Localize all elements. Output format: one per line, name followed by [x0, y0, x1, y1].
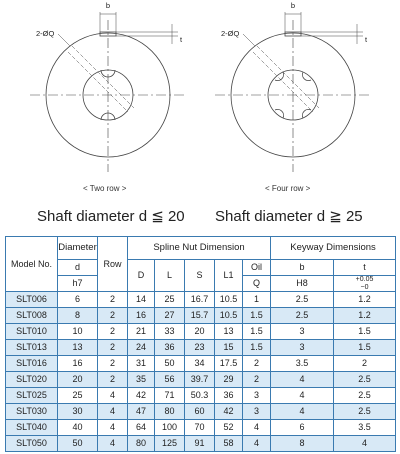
table-row — [6, 420, 396, 436]
table-cell: 31 — [128, 356, 155, 372]
table-cell: 60 — [185, 404, 215, 420]
table-cell: 50.3 — [185, 388, 215, 404]
table-cell: 2 — [243, 356, 271, 372]
header-diameter: Diameter — [58, 237, 98, 260]
table-cell: 20 — [185, 324, 215, 340]
table-row — [6, 372, 396, 388]
model-cell: SLT008 — [6, 308, 58, 324]
table-row — [6, 340, 396, 356]
table-cell: 24 — [128, 340, 155, 356]
left-label-q: 2-ØQ — [36, 29, 55, 38]
header-S: S — [185, 260, 215, 292]
table-cell: 33 — [155, 324, 185, 340]
header-L: L — [155, 260, 185, 292]
cross-section-drawings — [0, 0, 400, 200]
table-cell: 39.7 — [185, 372, 215, 388]
table-cell: 4 — [271, 372, 334, 388]
table-cell: 2 — [98, 356, 128, 372]
right-shaft-heading: Shaft diameter d ≧ 25 — [215, 208, 363, 225]
table-cell: 4 — [98, 436, 128, 452]
table-cell: 71 — [155, 388, 185, 404]
table-cell: 2 — [98, 372, 128, 388]
table-cell: 4 — [98, 404, 128, 420]
table-cell: 2 — [98, 340, 128, 356]
right-label-q: 2-ØQ — [221, 29, 240, 38]
table-cell: 15.7 — [185, 308, 215, 324]
table-row — [6, 308, 396, 324]
left-label-t: t — [180, 35, 183, 44]
model-cell: SLT050 — [6, 436, 58, 452]
header-b: b — [271, 260, 334, 276]
table-cell: 2 — [98, 308, 128, 324]
table-body — [6, 292, 396, 452]
header-t: t — [334, 260, 396, 276]
table-cell: 2 — [98, 324, 128, 340]
table-cell: 47 — [128, 404, 155, 420]
model-cell: SLT040 — [6, 420, 58, 436]
four-row-caption: < Four row > — [265, 184, 311, 193]
table-cell: 10 — [58, 324, 98, 340]
table-cell: 15 — [215, 340, 243, 356]
table-cell: 2.5 — [271, 308, 334, 324]
table-cell: 17.5 — [215, 356, 243, 372]
header-model-no: Model No. — [6, 237, 58, 292]
table-cell: 2.5 — [271, 292, 334, 308]
table-cell: 3.5 — [271, 356, 334, 372]
table-cell: 4 — [243, 436, 271, 452]
table-cell: 16.7 — [185, 292, 215, 308]
table-cell: 29 — [215, 372, 243, 388]
table-cell: 4 — [271, 404, 334, 420]
table-cell: 4 — [98, 420, 128, 436]
table-cell: 2.5 — [334, 404, 396, 420]
model-cell: SLT013 — [6, 340, 58, 356]
table-cell: 50 — [58, 436, 98, 452]
table-row — [6, 388, 396, 404]
table-cell: 2.5 — [334, 388, 396, 404]
table-cell: 36 — [215, 388, 243, 404]
left-shaft-heading: Shaft diameter d ≦ 20 — [37, 208, 185, 225]
model-cell: SLT010 — [6, 324, 58, 340]
table-cell: 70 — [185, 420, 215, 436]
model-cell: SLT020 — [6, 372, 58, 388]
header-oil: Oil — [243, 260, 271, 276]
model-cell: SLT025 — [6, 388, 58, 404]
table-cell: 10.5 — [215, 308, 243, 324]
table-cell: 4 — [334, 436, 396, 452]
table-cell: 100 — [155, 420, 185, 436]
table-cell: 3 — [271, 340, 334, 356]
table-cell: 34 — [185, 356, 215, 372]
table-row — [6, 436, 396, 452]
header-Q: Q — [243, 276, 271, 292]
table-cell: 25 — [58, 388, 98, 404]
table-cell: 13 — [215, 324, 243, 340]
table-cell: 16 — [58, 356, 98, 372]
table-cell: 3 — [271, 324, 334, 340]
table-cell: 16 — [128, 308, 155, 324]
table-cell: 80 — [128, 436, 155, 452]
table-cell: 2 — [243, 372, 271, 388]
header-d: d — [58, 260, 98, 276]
header-h7: h7 — [58, 276, 98, 292]
table-cell: 6 — [58, 292, 98, 308]
table-cell: 1 — [243, 292, 271, 308]
header-spline-nut: Spline Nut Dimension — [128, 237, 271, 260]
two-row-caption: < Two row > — [83, 184, 127, 193]
table-cell: 4 — [243, 420, 271, 436]
spline-spec-table — [5, 236, 396, 452]
table-cell: 8 — [271, 436, 334, 452]
header-t-tolerance: +0.05 −0 — [334, 276, 396, 292]
table-cell: 58 — [215, 436, 243, 452]
table-row — [6, 404, 396, 420]
table-cell: 2 — [334, 356, 396, 372]
model-cell: SLT016 — [6, 356, 58, 372]
table-cell: 13 — [58, 340, 98, 356]
header-row: Row — [98, 237, 128, 292]
table-cell: 91 — [185, 436, 215, 452]
table-cell: 1.5 — [334, 324, 396, 340]
table-cell: 30 — [58, 404, 98, 420]
table-cell: 1.2 — [334, 292, 396, 308]
table-row — [6, 292, 396, 308]
table-cell: 4 — [271, 388, 334, 404]
table-cell: 27 — [155, 308, 185, 324]
table-cell: 56 — [155, 372, 185, 388]
table-cell: 2.5 — [334, 372, 396, 388]
table-cell: 42 — [215, 404, 243, 420]
table-cell: 1.5 — [243, 340, 271, 356]
table-cell: 6 — [271, 420, 334, 436]
table-cell: 1.5 — [243, 308, 271, 324]
table-cell: 10.5 — [215, 292, 243, 308]
header-H8: H8 — [271, 276, 334, 292]
table-cell: 52 — [215, 420, 243, 436]
table-cell: 80 — [155, 404, 185, 420]
table-cell: 3 — [243, 388, 271, 404]
table-cell: 2 — [98, 292, 128, 308]
table-cell: 50 — [155, 356, 185, 372]
table-cell: 40 — [58, 420, 98, 436]
right-label-t: t — [365, 35, 368, 44]
table-cell: 20 — [58, 372, 98, 388]
table-cell: 21 — [128, 324, 155, 340]
header-keyway: Keyway Dimensions — [271, 237, 396, 260]
table-cell: 4 — [98, 388, 128, 404]
table-cell: 35 — [128, 372, 155, 388]
right-label-b: b — [290, 1, 296, 10]
header-L1: L1 — [215, 260, 243, 292]
model-cell: SLT030 — [6, 404, 58, 420]
table-cell: 64 — [128, 420, 155, 436]
table-cell: 1.2 — [334, 308, 396, 324]
table-cell: 25 — [155, 292, 185, 308]
table-cell: 42 — [128, 388, 155, 404]
table-cell: 23 — [185, 340, 215, 356]
header-D: D — [128, 260, 155, 292]
table-cell: 14 — [128, 292, 155, 308]
table-cell: 3.5 — [334, 420, 396, 436]
table-row — [6, 356, 396, 372]
table-cell: 1.5 — [334, 340, 396, 356]
left-label-b: b — [105, 1, 111, 10]
table-cell: 3 — [243, 404, 271, 420]
table-cell: 125 — [155, 436, 185, 452]
model-cell: SLT006 — [6, 292, 58, 308]
table-cell: 8 — [58, 308, 98, 324]
table-row — [6, 324, 396, 340]
table-cell: 1.5 — [243, 324, 271, 340]
table-cell: 36 — [155, 340, 185, 356]
